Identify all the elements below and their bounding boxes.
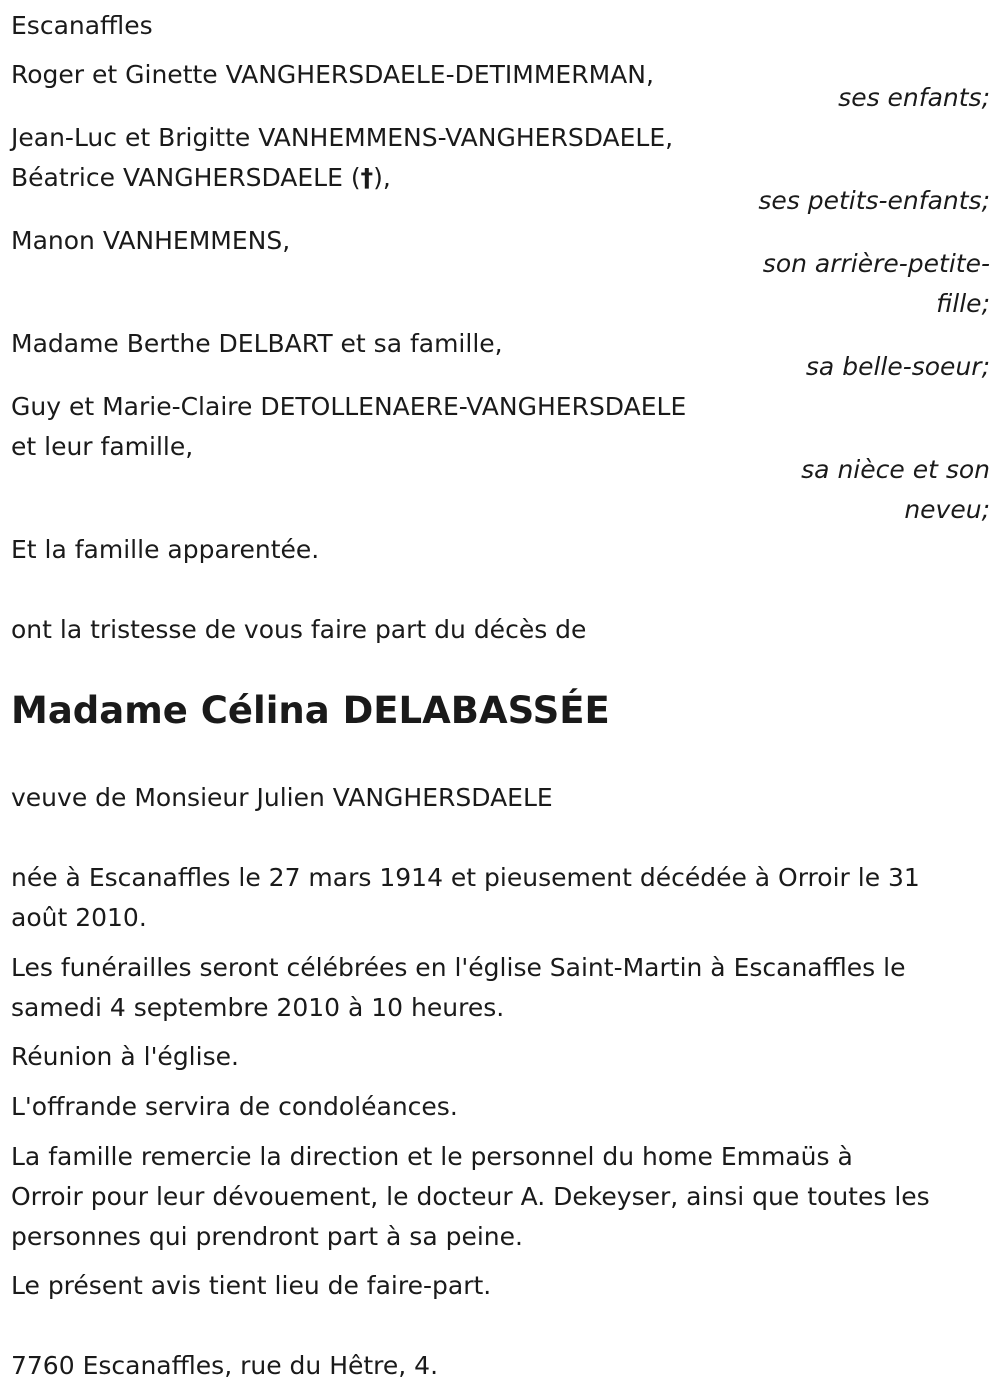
grandchildren-line2 [11,158,391,198]
offering: L'offrande servira de condoléances. [11,1092,458,1121]
great-granddaughter-relation-line1: son arrière-petite- [762,249,990,278]
sister-in-law-names: Madame Berthe DELBART et sa famille, [11,329,503,358]
extended-family: Et la famille apparentée. [11,535,320,564]
thanks-line3: personnes qui prendront part à sa peine. [11,1222,523,1251]
thanks-line1: La famille remercie la direction et le personnel du home Emmaüs à [11,1142,853,1171]
niece-nephew-relation-line1: sa nièce et son [801,455,990,484]
header-place: Escanaffles [11,11,153,40]
funeral-line2: samedi 4 septembre 2010 à 10 heures. [11,993,505,1022]
thanks-line2: Orroir pour leur dévouement, le docteur A. Dekeyser, ainsi que toutes les [11,1182,930,1211]
children-names: Roger et Ginette VANGHERSDAELE-DETIMMERMAN, [11,60,654,89]
great-granddaughter-relation-line2: fille; [936,289,990,318]
grandchildren-line2-text: Béatrice VANGHERSDAELE ( [11,163,361,192]
niece-nephew-line2: et leur famille, [11,432,194,461]
children-relation: ses enfants; [838,83,990,112]
address: 7760 Escanaffles, rue du Hêtre, 4. [11,1351,439,1380]
sister-in-law-relation: sa belle-soeur; [805,352,990,381]
funeral-line1: Les funérailles seront célébrées en l'église Saint-Martin à Escanaffles le [11,953,906,982]
notice: Le présent avis tient lieu de faire-part. [11,1271,492,1300]
grandchildren-line2-end: ), [373,163,391,192]
grandchildren-relation: ses petits-enfants; [758,186,990,215]
niece-nephew-line1: Guy et Marie-Claire DETOLLENAERE-VANGHERSDAELE [11,392,687,421]
deceased-cross-icon: † [360,163,374,192]
birth-death-line2: août 2010. [11,903,147,932]
widow-of: veuve de Monsieur Julien VANGHERSDAELE [11,783,553,812]
great-granddaughter-names: Manon VANHEMMENS, [11,226,291,255]
birth-death-line1: née à Escanaffles le 27 mars 1914 et pieusement décédée à Orroir le 31 [11,863,920,892]
niece-nephew-relation-line2: neveu; [904,495,990,524]
grandchildren-line1: Jean-Luc et Brigitte VANHEMMENS-VANGHERSDAELE, [11,123,674,152]
announcement-intro: ont la tristesse de vous faire part du décès de [11,615,587,644]
deceased-name: Madame Célina DELABASSÉE [11,689,610,732]
gathering: Réunion à l'église. [11,1042,239,1071]
